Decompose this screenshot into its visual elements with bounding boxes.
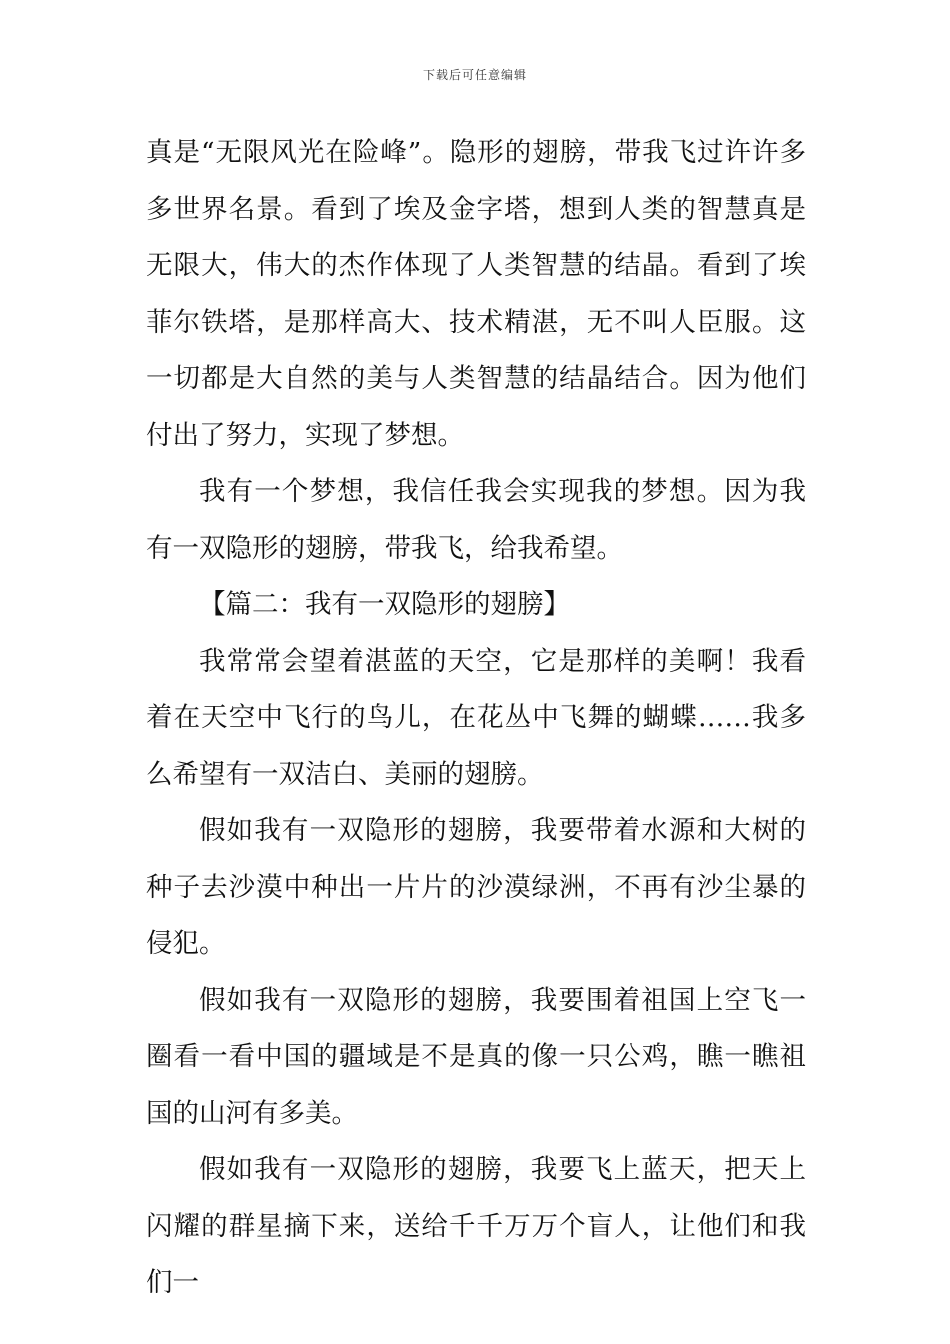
header-note: 下载后可任意编辑 bbox=[422, 68, 527, 82]
paragraph-2: 我有一个梦想，我信任我会实现我的梦想。因为我有一双隐形的翅膀，带我飞，给我希望。 bbox=[146, 476, 806, 564]
paragraph-4: 假如我有一双隐形的翅膀，我要带着水源和大树的种子去沙漠中种出一片片的沙漠绿洲，不再有沙尘暴的侵犯。 bbox=[146, 815, 806, 959]
section-heading: 【篇二：我有一双隐形的翅膀】 bbox=[199, 589, 570, 620]
paragraph-1: 真是“无限风光在险峰”。隐形的翅膀，带我飞过许许多多世界名景。看到了埃及金字塔，想到人类的智慧真是无限大，伟大的杰作体现了人类智慧的结晶。看到了埃菲尔铁塔，是那样高大、技术精湛，无不叫人臣服。这一切都是大自然的美与人类智慧的结晶结合。因为他们付出了努力，实现了梦想。 bbox=[146, 137, 806, 451]
document-body bbox=[146, 125, 806, 1312]
paragraph-3: 我常常会望着湛蓝的天空，它是那样的美啊！我看着在天空中飞行的鸟儿，在花丛中飞舞的蝴蝶……我多么希望有一双洁白、美丽的翅膀。 bbox=[146, 645, 806, 790]
paragraph-5: 假如我有一双隐形的翅膀，我要围着祖国上空飞一圈看一看中国的疆域是不是真的像一只公鸡，瞧一瞧祖国的山河有多美。 bbox=[146, 984, 806, 1129]
paragraph-6: 假如我有一双隐形的翅膀，我要飞上蓝天，把天上闪耀的群星摘下来，送给千千万万个盲人，让他们和我们一 bbox=[146, 1154, 806, 1298]
